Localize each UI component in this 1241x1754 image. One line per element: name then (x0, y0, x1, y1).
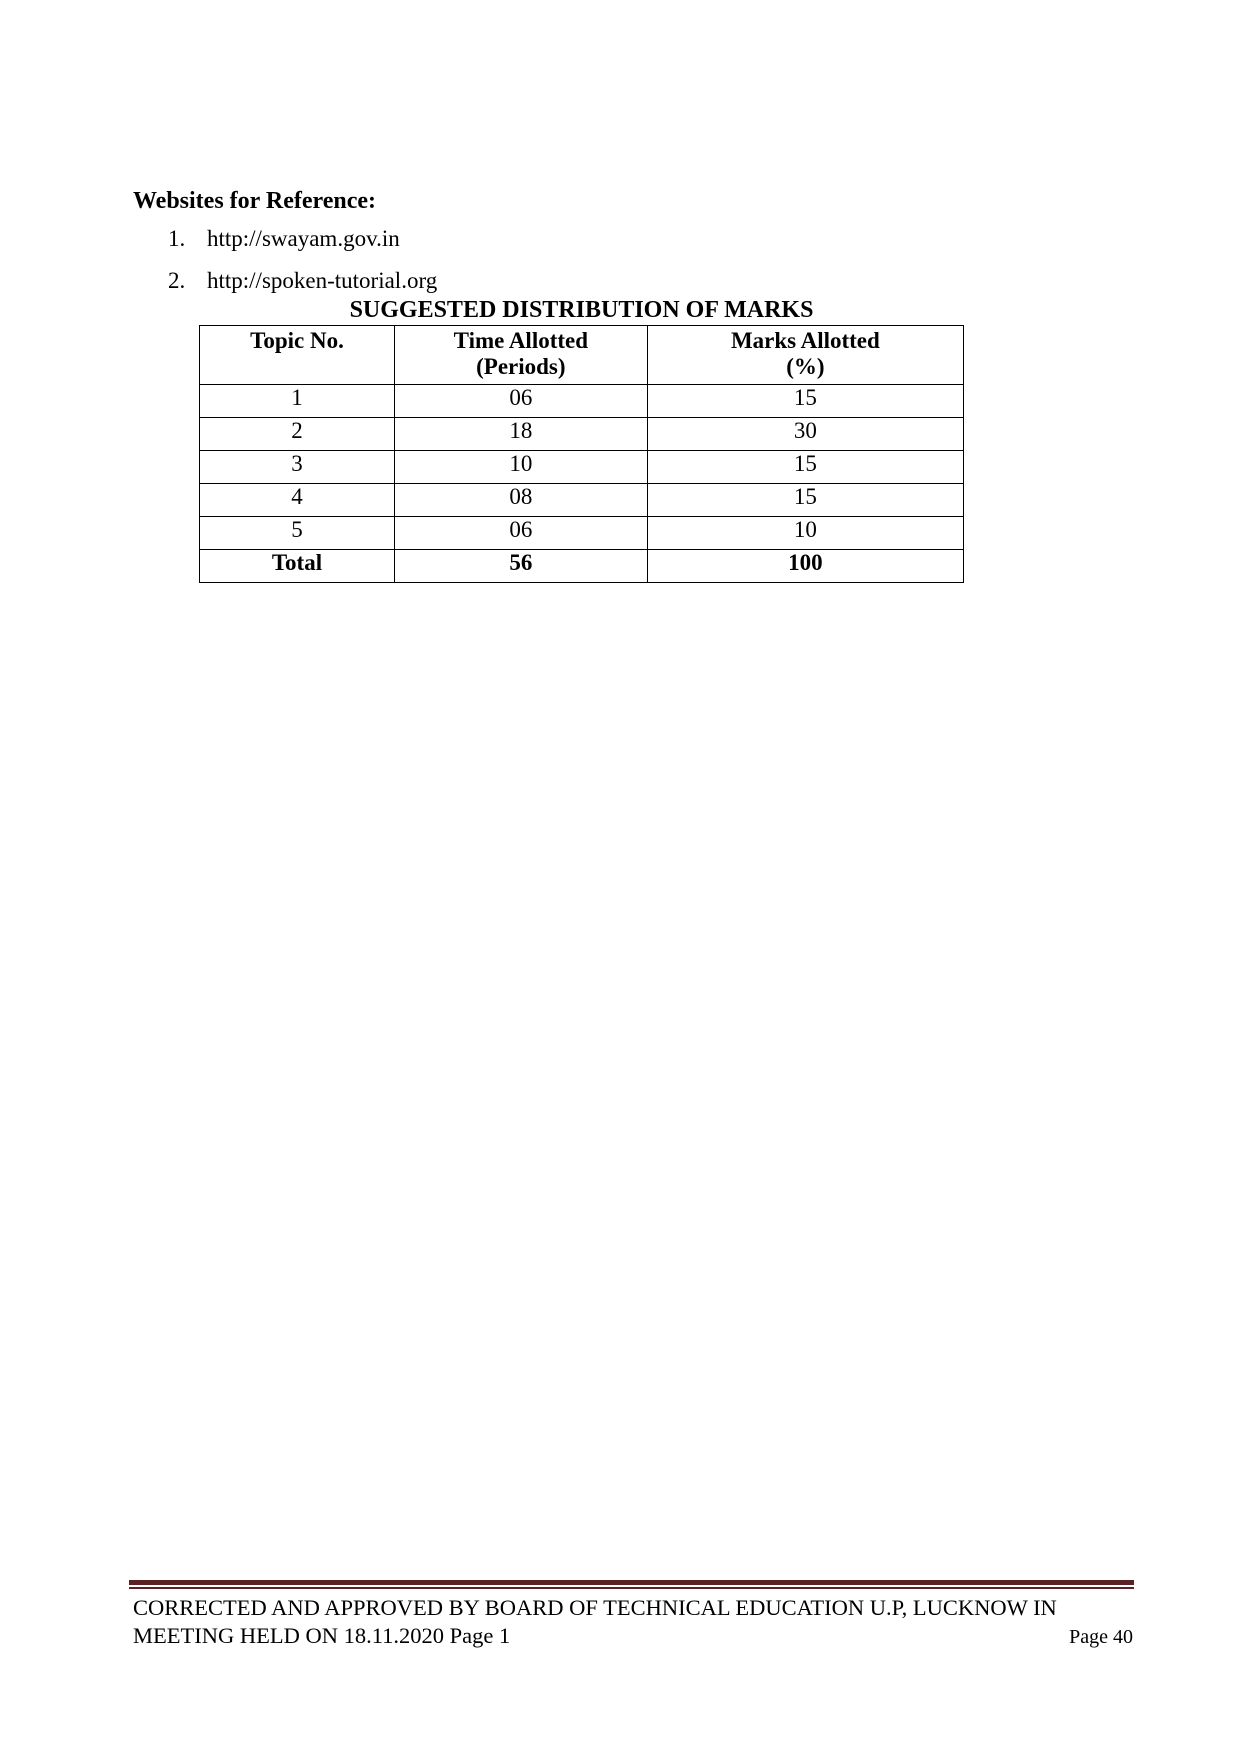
header-time-allotted (394, 326, 647, 385)
reference-link-swayam[interactable]: http://swayam.gov.in (207, 226, 400, 251)
cell-topic-no: 5 (200, 517, 395, 550)
header-marks-allotted (647, 326, 963, 385)
header-marks-allotted-label: Marks Allotted (730, 328, 880, 353)
cell-marks-allotted: 15 (647, 451, 963, 484)
cell-topic-no: 2 (200, 418, 395, 451)
table-row (200, 418, 964, 451)
header-marks-allotted-unit: (%) (786, 354, 825, 379)
cell-marks-allotted: 30 (647, 418, 963, 451)
reference-link-spoken-tutorial[interactable]: http://spoken-tutorial.org (207, 268, 438, 293)
cell-time-allotted: 06 (394, 517, 647, 550)
cell-total-time: 56 (394, 550, 647, 583)
table-row (200, 385, 964, 418)
table-total-row (200, 550, 964, 583)
list-item-number: 1. (168, 226, 186, 251)
table-title: SUGGESTED DISTRIBUTION OF MARKS (349, 297, 814, 323)
header-time-allotted-label: Time Allotted (453, 328, 589, 353)
footer-divider-thick (129, 1580, 1134, 1585)
header-topic-no-label: Topic No. (250, 328, 344, 353)
list-item (168, 266, 437, 296)
table-header-row (200, 326, 964, 385)
cell-time-allotted: 18 (394, 418, 647, 451)
footer-divider-thin (129, 1587, 1134, 1589)
header-topic-no (200, 326, 395, 385)
list-item-number: 2. (168, 268, 186, 293)
cell-total-marks: 100 (647, 550, 963, 583)
cell-topic-no: 4 (200, 484, 395, 517)
footer-line-1: CORRECTED AND APPROVED BY BOARD OF TECHNICAL EDUCATION U.P, LUCKNOW IN (133, 1595, 1057, 1620)
header-time-allotted-unit: (Periods) (476, 354, 566, 379)
marks-distribution-table (199, 325, 964, 583)
cell-marks-allotted: 10 (647, 517, 963, 550)
page-number: Page 40 (1069, 1626, 1133, 1648)
footer-approval-note (133, 1594, 1133, 1650)
footer-line-2: MEETING HELD ON 18.11.2020 Page 1 (133, 1623, 511, 1648)
list-item (168, 224, 437, 254)
cell-marks-allotted: 15 (647, 385, 963, 418)
table-row (200, 484, 964, 517)
cell-topic-no: 3 (200, 451, 395, 484)
table-row (200, 451, 964, 484)
cell-total-label: Total (200, 550, 395, 583)
cell-marks-allotted: 15 (647, 484, 963, 517)
cell-time-allotted: 06 (394, 385, 647, 418)
cell-topic-no: 1 (200, 385, 395, 418)
cell-time-allotted: 08 (394, 484, 647, 517)
references-heading: Websites for Reference: (133, 188, 377, 214)
cell-time-allotted: 10 (394, 451, 647, 484)
table-row (200, 517, 964, 550)
